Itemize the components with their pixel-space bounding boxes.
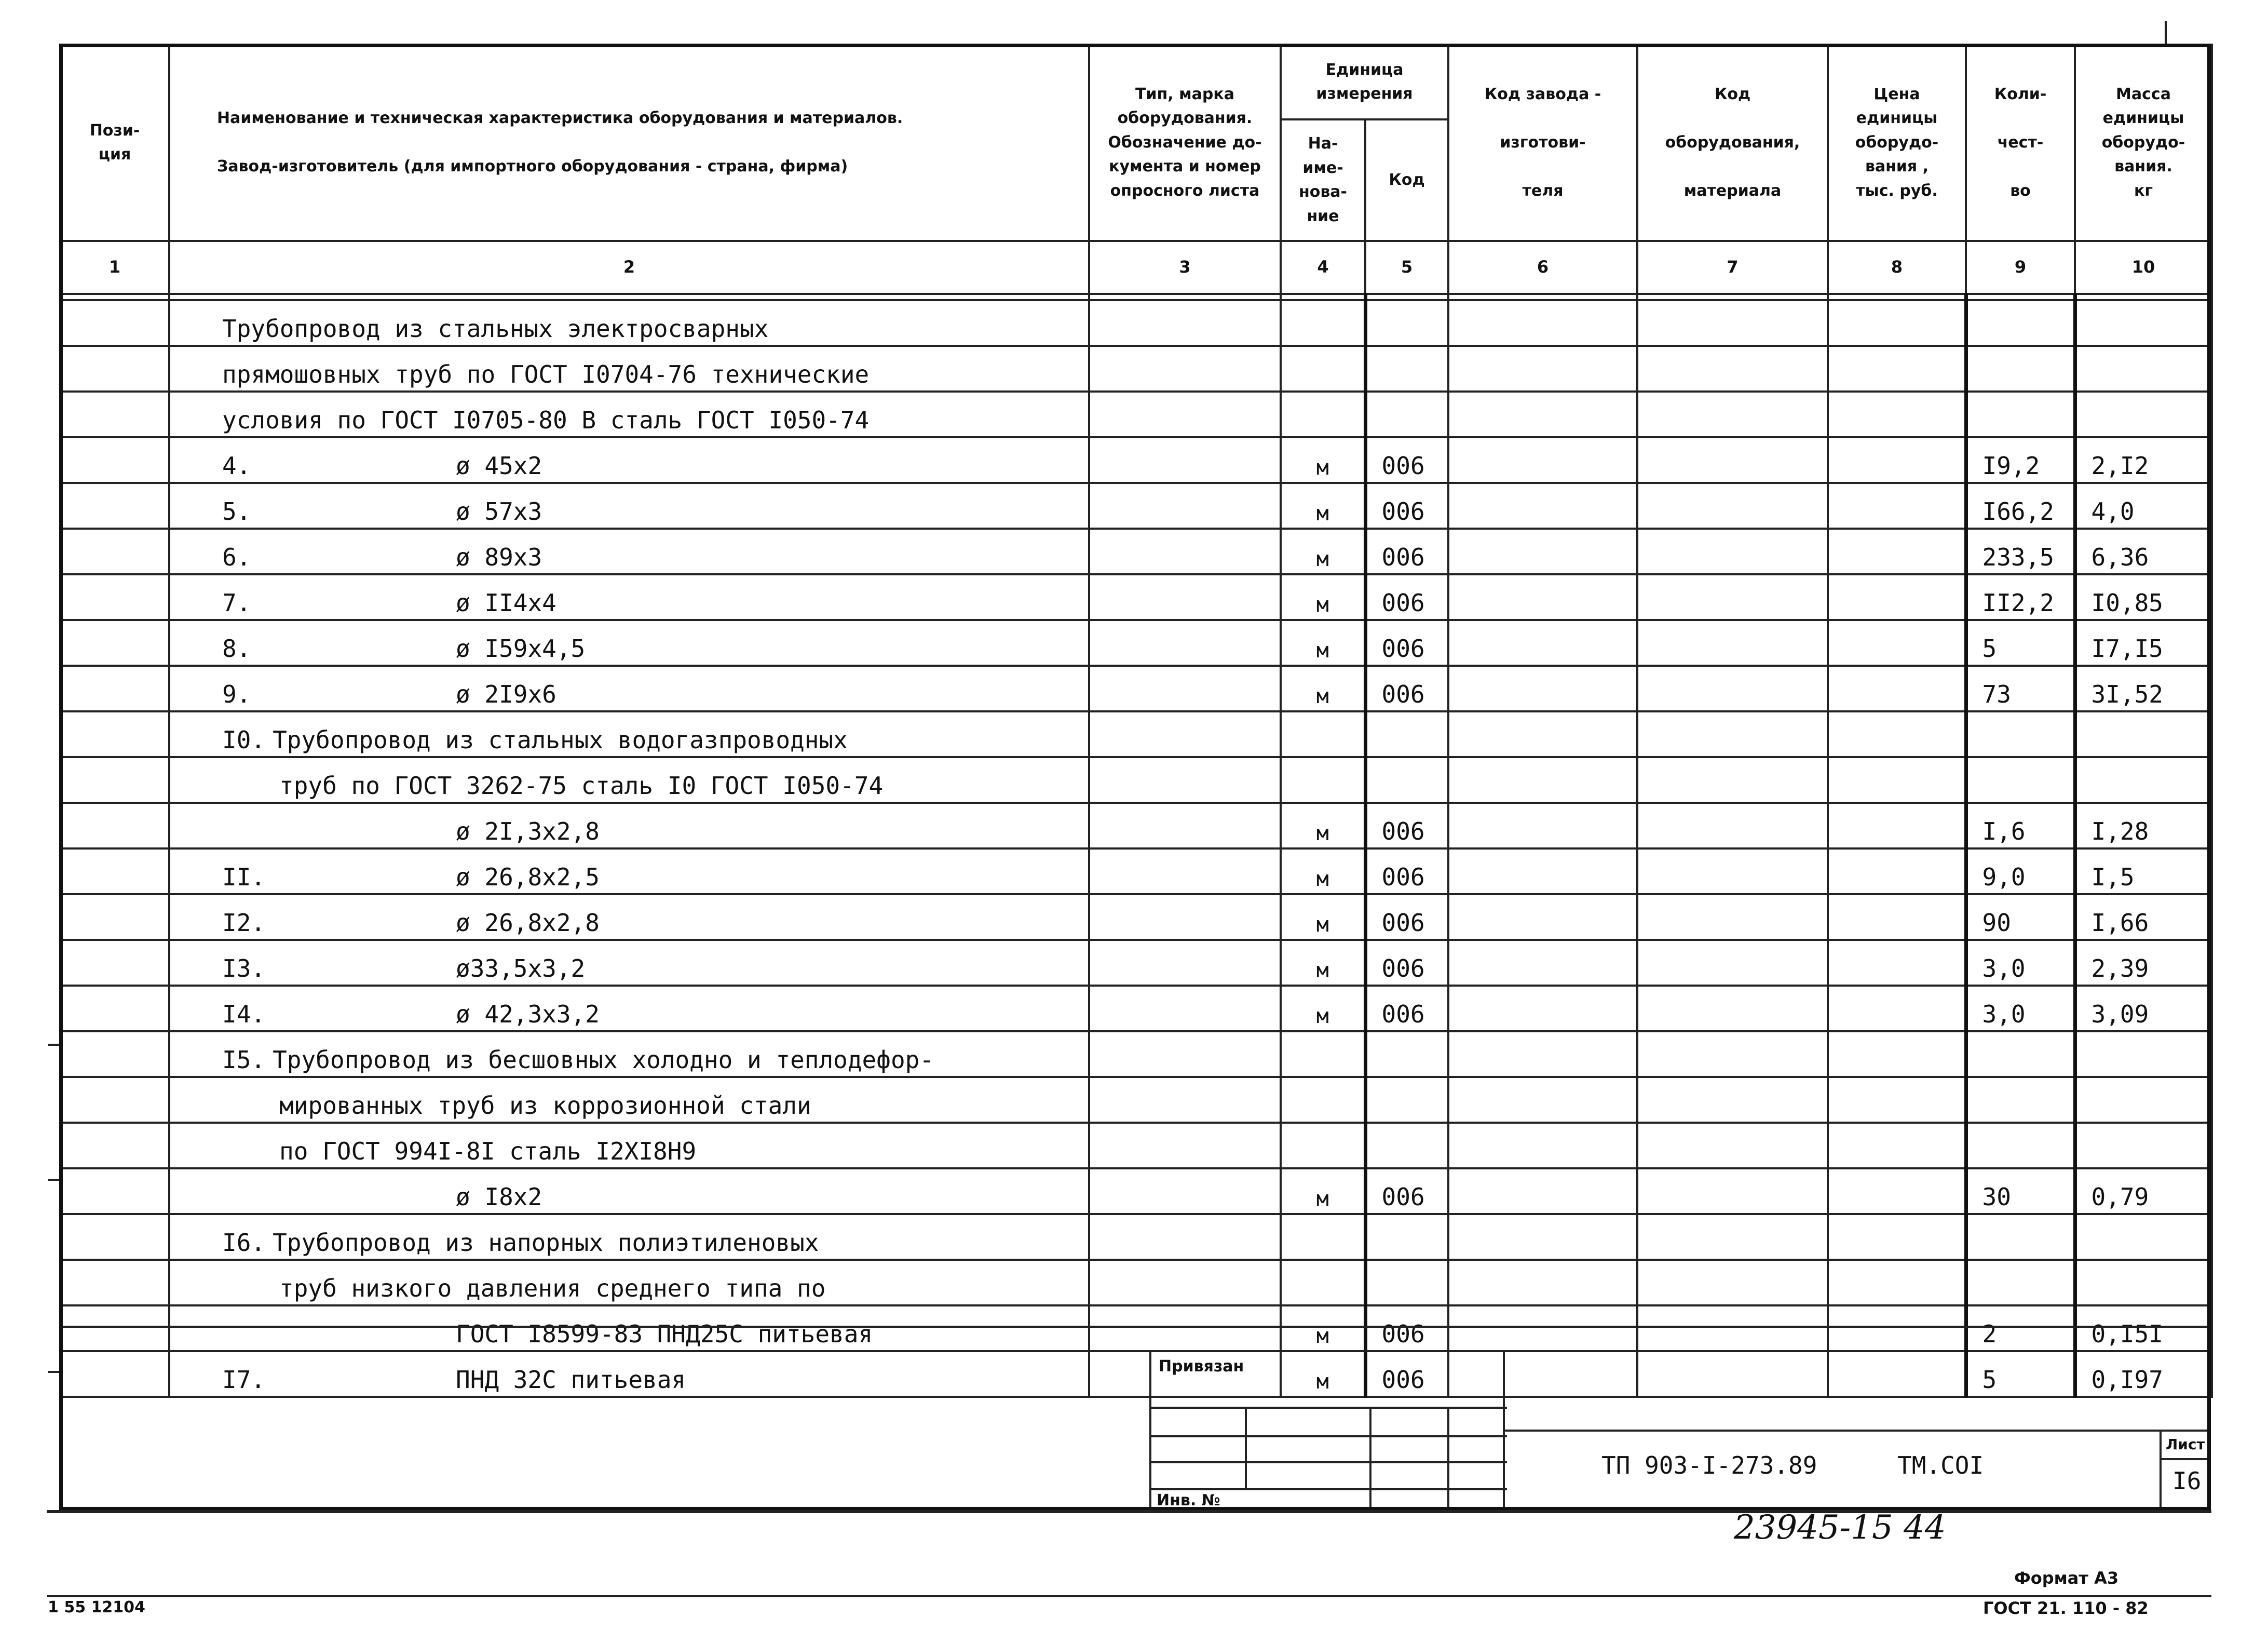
unit-name-cell: м (1281, 529, 1365, 574)
row-position: I6. (222, 1229, 266, 1257)
row-position: I7. (222, 1366, 266, 1394)
sheet-frame (59, 44, 2211, 1511)
unit-name-cell: м (1281, 894, 1365, 940)
unit-code-cell: 006 (1365, 1351, 1448, 1397)
margin-tick (48, 1179, 59, 1181)
row-position: 7. (222, 589, 251, 617)
mass-cell: I,66 (2075, 894, 2212, 940)
header-type: Тип, марка оборудования. Обозначение до- кумента и номер опросного листа (1089, 45, 1281, 241)
corner-tick (2165, 21, 2167, 44)
unit-code-cell: 006 (1365, 437, 1448, 483)
row-position: 5. (222, 497, 251, 525)
unit-code-cell: 006 (1365, 620, 1448, 666)
row-text: ø 26,8x2,5 (456, 863, 600, 891)
row-text: мированных труб из коррозионной стали (279, 1091, 811, 1120)
unit-name-cell: м (1281, 483, 1365, 529)
header-unit-name: На- име- нова- ние (1281, 119, 1365, 241)
quantity-cell: 30 (1966, 1168, 2075, 1214)
quantity-cell: 233,5 (1966, 529, 2075, 574)
col-number: 7 (1637, 241, 1828, 294)
row-position: II. (222, 863, 266, 891)
format-label: Формат А3 (2014, 1568, 2119, 1588)
col-number: 8 (1828, 241, 1966, 294)
header-factory-code: Код завода - изготови- теля (1448, 45, 1637, 241)
row-text: труб по ГОСТ 3262-75 сталь I0 ГОСТ I050-74 (279, 772, 884, 800)
col-number: 6 (1448, 241, 1637, 294)
header-quantity: Коли- чест- во (1966, 45, 2075, 241)
col-number: 3 (1089, 241, 1281, 294)
mass-cell: I,5 (2075, 848, 2212, 894)
quantity-cell: 5 (1966, 620, 2075, 666)
header-price: Цена единицы оборудо- вания , тыс. руб. (1828, 45, 1966, 241)
mass-cell: 2,I2 (2075, 437, 2212, 483)
row-text: Трубопровод из стальных водогазпроводных (273, 726, 848, 754)
header-equipment-code: Код оборудования, материала (1637, 45, 1828, 241)
col-number: 4 (1281, 241, 1365, 294)
unit-code-cell: 006 (1365, 803, 1448, 848)
row-text: труб низкого давления среднего типа по (279, 1274, 826, 1302)
document-code: ТП 903-I-273.89 (1601, 1451, 1817, 1479)
row-position: 8. (222, 635, 251, 663)
row-position: I2. (222, 909, 266, 937)
unit-name-cell: м (1281, 1305, 1365, 1351)
mass-cell: 6,36 (2075, 529, 2212, 574)
unit-name-cell: м (1281, 1168, 1365, 1214)
standard-label: ГОСТ 21. 110 - 82 (1983, 1598, 2149, 1618)
footer-rule (47, 1595, 2211, 1597)
row-text: ГОСТ I8599-83 ПНД25С питьевая (456, 1320, 873, 1348)
row-position: I5. (222, 1046, 266, 1074)
quantity-cell: I66,2 (1966, 483, 2075, 529)
row-text: ø 57x3 (456, 497, 542, 525)
stamp-inv-label: Инв. № (1157, 1491, 1220, 1510)
row-text: ø33,5x3,2 (456, 954, 586, 982)
unit-code-cell: 006 (1365, 666, 1448, 711)
margin-tick (48, 1371, 59, 1373)
mass-cell: 4,0 (2075, 483, 2212, 529)
col-number: 5 (1365, 241, 1448, 294)
row-text: по ГОСТ 994I-8I сталь I2XI8H9 (279, 1137, 697, 1165)
row-position: I3. (222, 954, 266, 982)
col-number: 9 (1966, 241, 2075, 294)
mass-cell: 3I,52 (2075, 666, 2212, 711)
mass-cell: I7,I5 (2075, 620, 2212, 666)
row-text: условия по ГОСТ I0705-80 В сталь ГОСТ I050-74 (222, 406, 870, 434)
row-text: ø I8x2 (456, 1183, 542, 1211)
unit-name-cell: м (1281, 666, 1365, 711)
mass-cell: 0,I97 (2075, 1351, 2212, 1397)
unit-name-cell: м (1281, 437, 1365, 483)
quantity-cell: 5 (1966, 1351, 2075, 1397)
row-text: Трубопровод из стальных электросварных (222, 315, 769, 343)
row-position: 4. (222, 452, 251, 480)
unit-code-cell: 006 (1365, 483, 1448, 529)
row-position: I0. (222, 726, 266, 754)
quantity-cell: 73 (1966, 666, 2075, 711)
mass-cell: I,28 (2075, 803, 2212, 848)
row-text: прямошовных труб по ГОСТ I0704-76 технические (222, 360, 870, 388)
unit-code-cell: 006 (1365, 574, 1448, 620)
unit-code-cell: 006 (1365, 1168, 1448, 1214)
unit-code-cell: 006 (1365, 529, 1448, 574)
row-text: ø II4x4 (456, 589, 556, 617)
unit-code-cell: 006 (1365, 986, 1448, 1031)
unit-code-cell: 006 (1365, 940, 1448, 986)
unit-code-cell: 006 (1365, 894, 1448, 940)
quantity-cell: II2,2 (1966, 574, 2075, 620)
quantity-cell: 90 (1966, 894, 2075, 940)
col-number: 2 (169, 241, 1089, 294)
unit-code-cell: 006 (1365, 1305, 1448, 1351)
header-name: Наименование и техническая характеристика оборудования и материалов. Завод-изготовитель (для импортного оборудования - страна, фирма) (169, 45, 1089, 241)
col-number: 1 (60, 241, 169, 294)
row-text: Трубопровод из напорных полиэтиленовых (273, 1229, 819, 1257)
quantity-cell: I,6 (1966, 803, 2075, 848)
row-position: 9. (222, 680, 251, 708)
header-unit-code: Код (1365, 119, 1448, 241)
unit-name-cell: м (1281, 620, 1365, 666)
unit-name-cell: м (1281, 940, 1365, 986)
sheet-number: I6 (2172, 1467, 2202, 1495)
row-text: ø 42,3x3,2 (456, 1000, 600, 1028)
quantity-cell: 9,0 (1966, 848, 2075, 894)
row-text: ø 45x2 (456, 452, 542, 480)
quantity-cell: 3,0 (1966, 986, 2075, 1031)
quantity-cell: 2 (1966, 1305, 2075, 1351)
row-text: ø 89x3 (456, 543, 542, 571)
mass-cell: I0,85 (2075, 574, 2212, 620)
row-text: ø 26,8x2,8 (456, 909, 600, 937)
header-unit: Единица измерения (1281, 45, 1448, 119)
document-mark: ТМ.СОI (1897, 1451, 1984, 1479)
row-text: Трубопровод из бесшовных холодно и теплодефор- (273, 1046, 934, 1074)
sheet-label: Лист (2166, 1436, 2205, 1453)
quantity-cell: 3,0 (1966, 940, 2075, 986)
header-position: Пози- ция (60, 45, 169, 241)
mass-cell: 0,I5I (2075, 1305, 2212, 1351)
unit-name-cell: м (1281, 848, 1365, 894)
quantity-cell: I9,2 (1966, 437, 2075, 483)
unit-name-cell: м (1281, 574, 1365, 620)
margin-tick (48, 1044, 59, 1046)
row-position: 6. (222, 543, 251, 571)
row-text: ПНД 32С питьевая (456, 1366, 686, 1394)
col-number: 10 (2075, 241, 2212, 294)
handwritten-archive-number: 23945-15 44 (1734, 1508, 1946, 1547)
stamp-bound-label: Привязан (1159, 1357, 1244, 1376)
row-text: ø 2I,3x2,8 (456, 817, 600, 845)
unit-code-cell: 006 (1365, 848, 1448, 894)
mass-cell: 3,09 (2075, 986, 2212, 1031)
unit-name-cell: м (1281, 803, 1365, 848)
row-text: ø I59x4,5 (456, 635, 586, 663)
archive-code: 1 55 12104 (48, 1598, 145, 1616)
unit-name-cell: м (1281, 1351, 1365, 1397)
mass-cell: 2,39 (2075, 940, 2212, 986)
row-text: ø 2I9x6 (456, 680, 556, 708)
unit-name-cell: м (1281, 986, 1365, 1031)
mass-cell: 0,79 (2075, 1168, 2212, 1214)
header-mass: Масса единицы оборудо- вания. кг (2075, 45, 2212, 241)
row-position: I4. (222, 1000, 266, 1028)
